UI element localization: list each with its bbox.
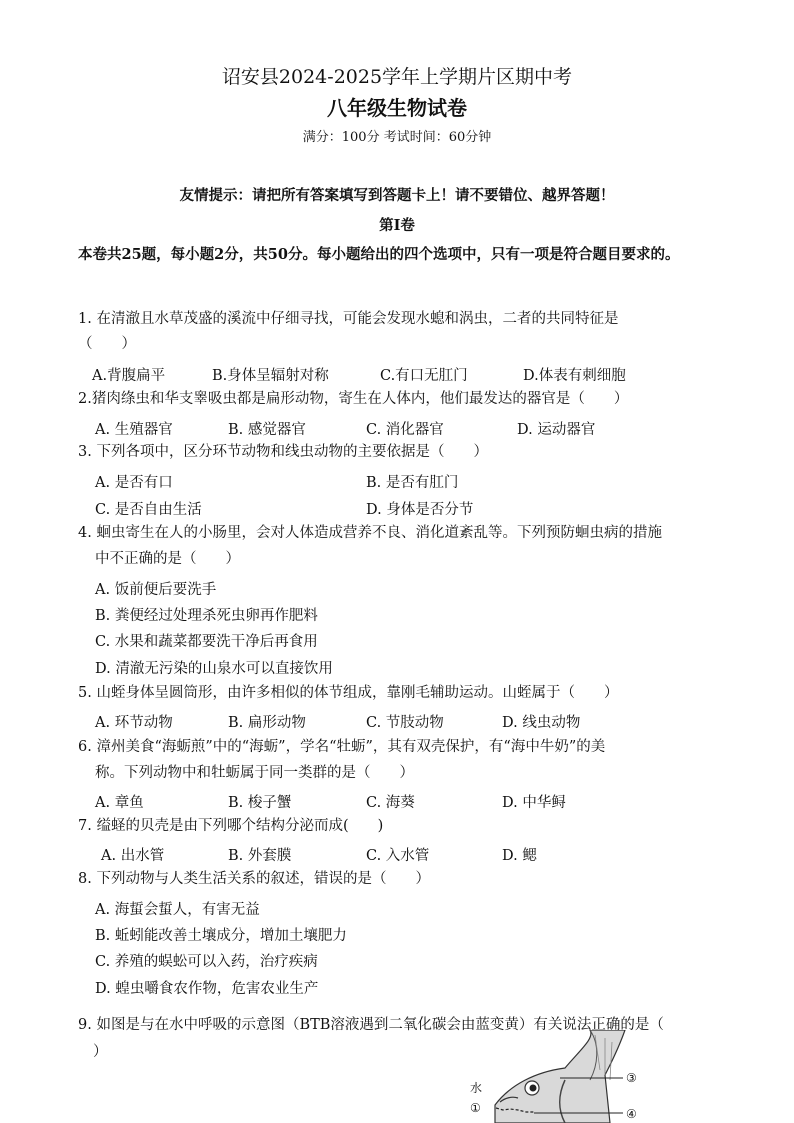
question-4-option-d: D. 清澈无污染的山泉水可以直接饮用 [95, 661, 333, 677]
question-8-option-a: A. 海蜇会蜇人，有害无益 [95, 902, 260, 918]
question-2-stem: 2.猪肉绦虫和华支睾吸虫都是扁形动物，寄生在人体内，他们最发达的器官是（ ） [78, 391, 629, 407]
question-2-option-b: B. 感觉器官 [228, 422, 306, 438]
question-1-option-d: D.体表有刺细胞 [523, 368, 626, 384]
section-heading: 第Ⅰ卷 [379, 217, 415, 234]
question-2-option-d: D. 运动器官 [517, 422, 596, 438]
question-9-stem-cont: ） [93, 1044, 108, 1060]
question-4-option-a: A. 饭前便后要洗手 [95, 582, 217, 598]
question-3-option-c: C. 是否自由生活 [95, 502, 202, 518]
question-2-option-c: C. 消化器官 [366, 422, 444, 438]
question-7-option-a: A. 出水管 [101, 848, 165, 864]
fish-respiration-figure [440, 1030, 680, 1123]
friendly-tip: 友情提示：请把所有答案填写到答题卡上！请不要错位、越界答题！ [179, 187, 615, 204]
question-1-stem: 1. 在清澈且水草茂盛的溪流中仔细寻找，可能会发现水螅和涡虫，二者的共同特征是 [78, 311, 619, 327]
question-5-option-c: C. 节肢动物 [366, 715, 444, 731]
question-5-option-d: D. 线虫动物 [502, 715, 581, 731]
question-7-option-d: D. 鳃 [502, 848, 537, 864]
question-7-option-c: C. 入水管 [366, 848, 430, 864]
question-4-stem: 4. 蛔虫寄生在人的小肠里，会对人体造成营养不良、消化道紊乱等。下列预防蛔虫病的措施 [78, 525, 662, 541]
question-5-stem: 5. 山蛭身体呈圆筒形，由许多相似的体节组成，靠刚毛辅助运动。山蛭属于（ ） [78, 685, 619, 701]
exam-title-line1: 诏安县2024-2025学年上学期片区期中考 [221, 66, 573, 88]
question-1-option-b: B.身体呈辐射对称 [212, 368, 329, 384]
question-8-option-d: D. 蝗虫嚼食农作物，危害农业生产 [95, 981, 319, 997]
question-7-stem: 7. 缢蛏的贝壳是由下列哪个结构分泌而成( ) [78, 818, 384, 834]
exam-title-line2: 八年级生物试卷 [327, 96, 467, 120]
question-8-option-b: B. 蚯蚓能改善土壤成分，增加土壤肥力 [95, 928, 347, 944]
question-9-stem: 9. 如图是与在水中呼吸的示意图（BTB溶液遇到二氧化碳会由蓝变黄）有关说法正确的是（ [78, 1017, 664, 1033]
exam-meta: 满分：100分 考试时间：60分钟 [302, 130, 492, 145]
section-instructions: 本卷共25题，每小题2分，共50分。每小题给出的四个选项中，只有一项是符合题目要求的。 [78, 246, 680, 263]
question-3-stem: 3. 下列各项中，区分环节动物和线虫动物的主要依据是（ ） [78, 444, 488, 460]
question-6-option-b: B. 梭子蟹 [228, 795, 292, 811]
figure-label-3: ③ [626, 1071, 637, 1085]
question-3-option-a: A. 是否有口 [95, 475, 173, 491]
figure-label-1: ① [470, 1101, 481, 1115]
question-6-stem-cont: 称。下列动物中和牡蛎属于同一类群的是（ ） [95, 765, 414, 781]
question-1-blank: （ ） [78, 336, 136, 352]
question-3-option-b: B. 是否有肛门 [366, 475, 459, 491]
question-5-option-a: A. 环节动物 [95, 715, 173, 731]
question-8-stem: 8. 下列动物与人类生活关系的叙述，错误的是（ ） [78, 871, 430, 887]
question-2-option-a: A. 生殖器官 [95, 422, 173, 438]
figure-label-4: ④ [626, 1107, 637, 1121]
question-4-option-b: B. 粪便经过处理杀死虫卵再作肥料 [95, 608, 318, 624]
water-label: 水 [470, 1081, 483, 1095]
question-1-option-a: A.背腹扁平 [92, 368, 166, 384]
question-7-option-b: B. 外套膜 [228, 848, 292, 864]
question-6-option-a: A. 章鱼 [95, 795, 144, 811]
question-6-stem: 6. 漳州美食“海蛎煎”中的“海蛎”，学名“牡蛎”，其有双壳保护，有“海中牛奶”的美 [78, 739, 606, 755]
question-5-option-b: B. 扁形动物 [228, 715, 306, 731]
question-6-option-d: D. 中华鲟 [502, 795, 566, 811]
question-4-stem-cont: 中不正确的是（ ） [95, 551, 240, 567]
question-8-option-c: C. 养殖的蜈蚣可以入药，治疗疾病 [95, 954, 318, 970]
question-6-option-c: C. 海葵 [366, 795, 415, 811]
question-3-option-d: D. 身体是否分节 [366, 502, 474, 518]
question-4-option-c: C. 水果和蔬菜都要洗干净后再食用 [95, 634, 318, 650]
question-1-option-c: C.有口无肛门 [380, 368, 468, 384]
fish-illustration [495, 1030, 625, 1123]
